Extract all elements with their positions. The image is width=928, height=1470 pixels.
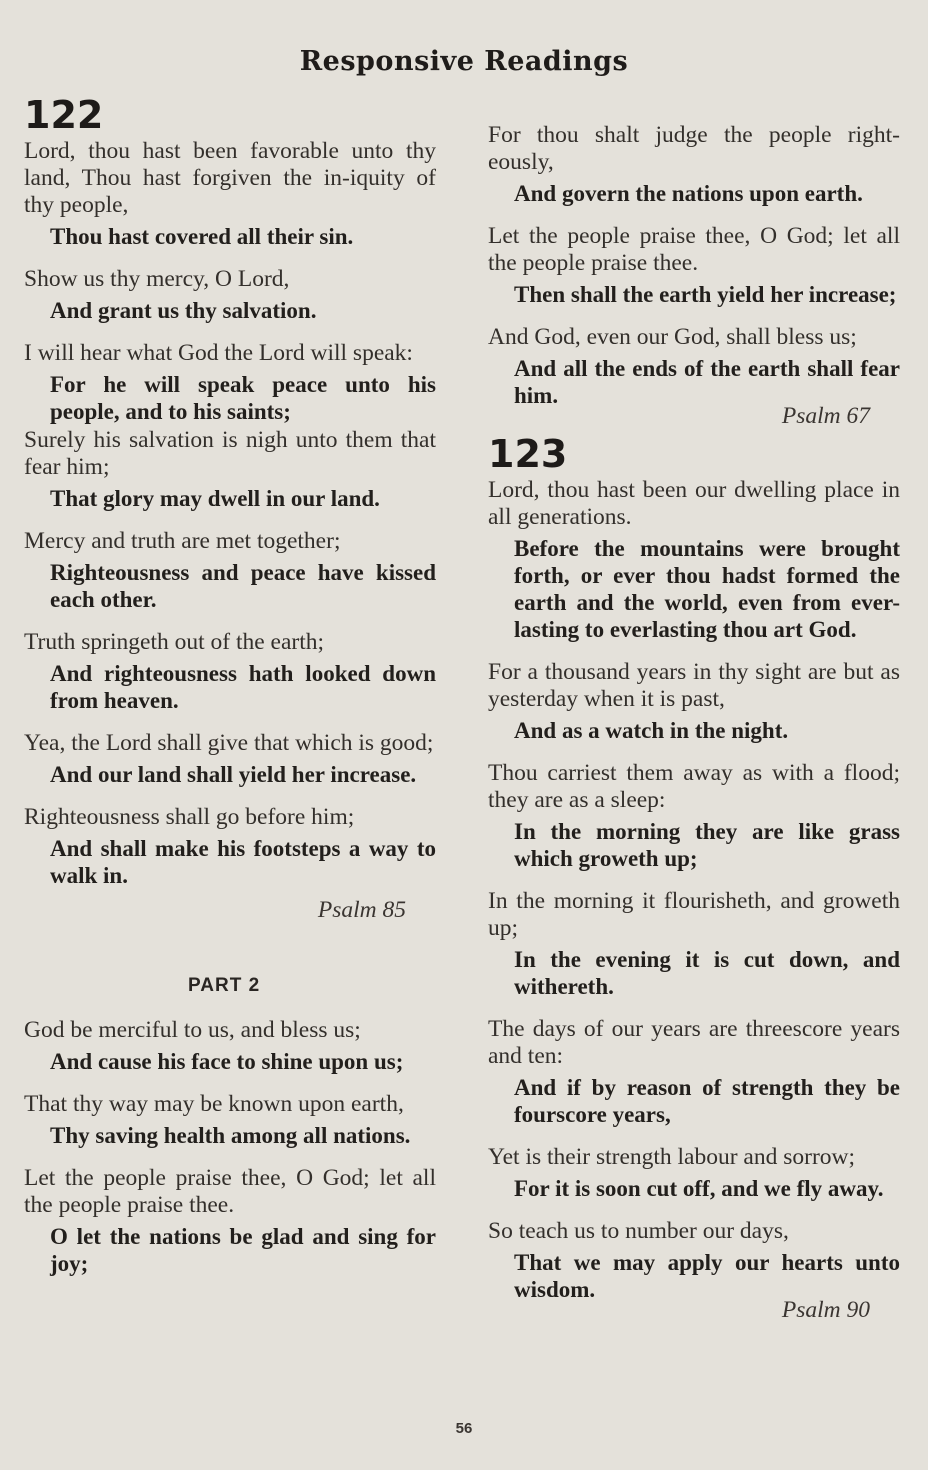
response-line: Before the mountains were brought forth, or ever thou hadst formed the earth and the world, even from ever-lasting to everlasting thou art God.	[514, 536, 900, 642]
stanza	[488, 477, 900, 643]
response-line: And cause his face to shine upon us;	[50, 1049, 404, 1074]
response-line: And if by reason of strength they be fourscore years,	[514, 1075, 900, 1127]
response-line: Then shall the earth yield her increase;	[514, 282, 897, 307]
psalm-citation: Psalm 67	[781, 403, 870, 429]
stanza	[24, 730, 436, 788]
stanza	[24, 528, 436, 613]
leader-line: God be merciful to us, and bless us;	[24, 1017, 361, 1043]
leader-line: For thou shalt judge the people right-eously,	[488, 122, 900, 175]
leader-line: Thou carriest them away as with a flood; they are as a sleep:	[488, 760, 900, 813]
response-line: O let the nations be glad and sing for joy;	[50, 1224, 436, 1276]
response-line: And all the ends of the earth shall fear him.	[514, 356, 900, 408]
stanza	[24, 427, 436, 512]
stanza	[488, 659, 900, 744]
stanza	[488, 122, 900, 207]
reading-number-122: 122	[24, 93, 104, 137]
leader-line: Let the people praise thee, O God; let all the people praise thee.	[24, 1165, 436, 1218]
stanza	[24, 266, 436, 324]
leader-line: Yet is their strength labour and sorrow;	[488, 1144, 856, 1170]
response-line: And shall make his footsteps a way to walk in.	[50, 836, 436, 888]
leader-line: I will hear what God the Lord will speak:	[24, 340, 413, 366]
stanza	[24, 1017, 436, 1075]
response-line: That glory may dwell in our land.	[50, 486, 380, 511]
leader-line: That thy way may be known upon earth,	[24, 1091, 404, 1117]
leader-line: Lord, thou hast been our dwelling place in all generations.	[488, 477, 900, 530]
response-line: Thy saving health among all nations.	[50, 1123, 411, 1148]
leader-line: The days of our years are threescore years and ten:	[488, 1016, 900, 1069]
response-line: For it is soon cut off, and we fly away.	[514, 1176, 884, 1201]
response-line: In the morning they are like grass which groweth up;	[514, 819, 900, 871]
stanza	[488, 760, 900, 872]
psalm-citation: Psalm 90	[781, 1297, 870, 1323]
stanza	[24, 804, 436, 889]
leader-line: Righteousness shall go before him;	[24, 804, 355, 830]
stanza	[24, 138, 436, 250]
leader-line: Mercy and truth are met together;	[24, 528, 341, 554]
stanza	[24, 1165, 436, 1277]
stanza	[488, 1218, 900, 1303]
stanza	[488, 223, 900, 308]
response-line: And righteousness hath looked down from heaven.	[50, 661, 436, 713]
stanza	[488, 1016, 900, 1128]
leader-line: And God, even our God, shall bless us;	[488, 324, 857, 350]
left-column	[24, 92, 436, 1293]
response-line: And govern the nations upon earth.	[514, 181, 863, 206]
stanza	[24, 629, 436, 714]
stanza	[24, 340, 436, 425]
part-heading: PART 2	[188, 975, 261, 996]
stanza	[24, 1091, 436, 1149]
response-line: And as a watch in the night.	[514, 718, 789, 743]
leader-line: Show us thy mercy, O Lord,	[24, 266, 290, 292]
response-line: And grant us thy salvation.	[50, 298, 317, 323]
response-line: And our land shall yield her increase.	[50, 762, 417, 787]
psalm-citation: Psalm 85	[317, 897, 406, 923]
response-line: That we may apply our hearts unto wisdom.	[514, 1250, 900, 1302]
leader-line: Yea, the Lord shall give that which is good;	[24, 730, 434, 756]
response-line: In the evening it is cut down, and withereth.	[514, 947, 900, 999]
leader-line: So teach us to number our days,	[488, 1218, 789, 1244]
stanza	[488, 888, 900, 1000]
page-number: 56	[455, 1420, 473, 1437]
page-header: Responsive Readings	[299, 46, 629, 77]
response-line: Thou hast covered all their sin.	[50, 224, 354, 249]
leader-line: Truth springeth out of the earth;	[24, 629, 325, 655]
leader-line: Let the people praise thee, O God; let all the people praise thee.	[488, 223, 900, 276]
leader-line: For a thousand years in thy sight are but as yesterday when it is past,	[488, 659, 900, 712]
leader-line: Lord, thou hast been favorable unto thy land, Thou hast forgiven the in-iquity of thy people,	[24, 138, 436, 218]
reading-number-123: 123	[488, 432, 568, 476]
response-line: Righteousness and peace have kissed each other.	[50, 560, 436, 612]
right-column	[488, 122, 900, 1325]
stanza	[488, 1144, 900, 1202]
leader-line: In the morning it flourisheth, and groweth up;	[488, 888, 900, 941]
response-line: For he will speak peace unto his people, and to his saints;	[50, 372, 436, 424]
leader-line: Surely his salvation is nigh unto them that fear him;	[24, 427, 436, 480]
stanza	[488, 324, 900, 409]
